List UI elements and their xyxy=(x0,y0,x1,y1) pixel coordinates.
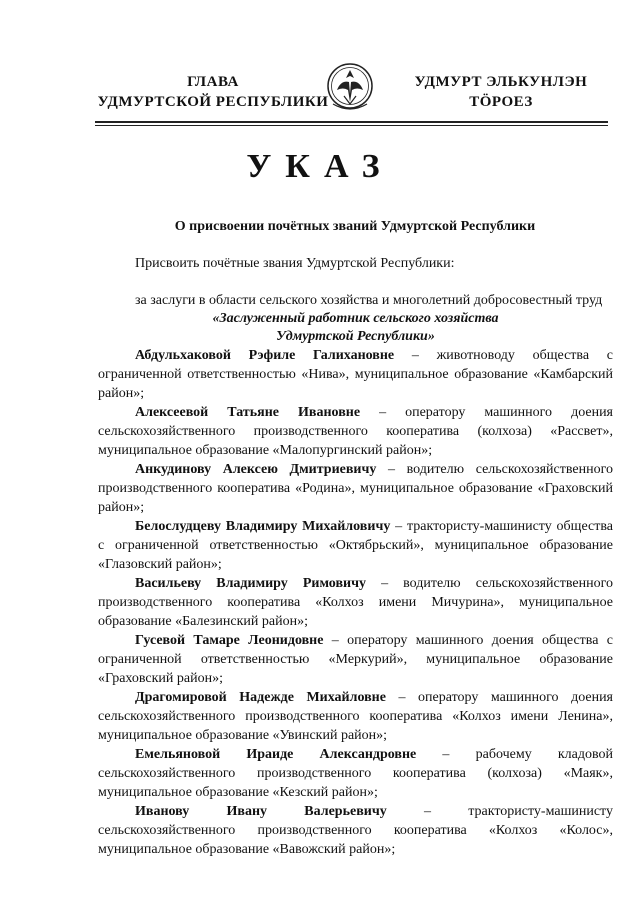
recipient-name: Гусевой Тамаре Леонидовне xyxy=(135,633,324,648)
decree-body xyxy=(98,291,613,859)
recipient-name: Драгомировой Надежде Михайловне xyxy=(135,690,386,705)
recipient-entry xyxy=(98,346,613,403)
recipient-entry xyxy=(98,688,613,745)
recipient-name: Анкудинову Алексею Дмитриевичу xyxy=(135,462,377,477)
recipient-position: – трактористу-машинисту сельскохозяйственного производственного кооператива «Колхоз «Колос», муниципальное образование «Вавожский район»; xyxy=(98,804,613,857)
header-left-line2: УДМУРТСКОЙ РЕСПУБЛИКИ xyxy=(97,94,329,110)
recipient-position: – животноводу общества с ограниченной ответственностью «Нива», муниципальное образование «Камбарский район»; xyxy=(98,348,613,401)
coat-of-arms-icon xyxy=(325,60,375,114)
recipient-position: – оператору машинного доения сельскохозяйственного производственного кооператива (колхоза) «Рассвет», муниципальное образование «Малопургинский район»; xyxy=(98,405,614,458)
recipient-entry xyxy=(98,460,613,517)
merit-text: за заслуги в области сельского хозяйства и многолетний добросовестный труд xyxy=(135,293,603,308)
recipient-entry xyxy=(98,802,613,859)
recipient-entry xyxy=(98,631,613,688)
award-title-line2: Удмуртской Республики» xyxy=(276,329,435,344)
recipient-entry xyxy=(98,517,613,574)
header-rule-thick xyxy=(95,121,608,123)
recipient-position: – водителю сельскохозяйственного производственного кооператива «Колхоз имени Мичурина», муниципальное образование «Балезинский район»; xyxy=(98,576,613,629)
recipient-name: Васильеву Владимиру Римовичу xyxy=(135,576,366,591)
recipient-position: – трактористу-машинисту общества с ограниченной ответственностью «Октябрьский», муниципальное образование «Глазовский район»; xyxy=(98,519,613,572)
header-right xyxy=(376,72,626,112)
recipient-name: Емельяновой Ираиде Александровне xyxy=(135,747,417,762)
header-left xyxy=(88,72,338,112)
recipient-entry xyxy=(98,403,613,460)
document-subject: О присвоении почётных званий Удмуртской Республики xyxy=(174,219,536,234)
document-title: УКАЗ xyxy=(246,148,394,185)
header-rule-thin xyxy=(95,125,608,126)
recipient-name: Белослудцеву Владимиру Михайловичу xyxy=(135,519,391,534)
recipient-position: – оператору машинного доения сельскохозяйственного производственного кооператива «Колхоз имени Ленина», муниципальное образование «Увинский район»; xyxy=(98,690,614,743)
recipient-position: – рабочему кладовой сельскохозяйственного производственного кооператива (колхоза) «Маяк», муниципальное образование «Кезский район»; xyxy=(98,747,613,800)
header-left-line1: ГЛАВА xyxy=(187,74,239,90)
intro-text: Присвоить почётные звания Удмуртской Республики: xyxy=(135,256,455,271)
award-title-line1: «Заслуженный работник сельского хозяйства xyxy=(212,311,499,326)
award-title xyxy=(98,310,613,346)
recipient-entry xyxy=(98,745,613,802)
recipient-name: Иванову Ивану Валерьевичу xyxy=(135,804,387,819)
recipient-position: – водителю сельскохозяйственного производственного кооператива «Родина», муниципальное образование «Граховский район»; xyxy=(98,462,614,515)
recipient-position: – оператору машинного доения общества с ограниченной ответственностью «Меркурий», муниципальное образование «Граховский район»; xyxy=(98,633,613,686)
recipient-name: Абдульхаковой Рэфиле Галихановне xyxy=(135,348,395,363)
header-right-line1: УДМУРТ ЭЛЬКУНЛЭН xyxy=(414,74,588,90)
header-right-line2: ТӦРОЕЗ xyxy=(469,94,533,110)
recipient-name: Алексеевой Татьяне Ивановне xyxy=(135,405,361,420)
recipient-entry xyxy=(98,574,613,631)
